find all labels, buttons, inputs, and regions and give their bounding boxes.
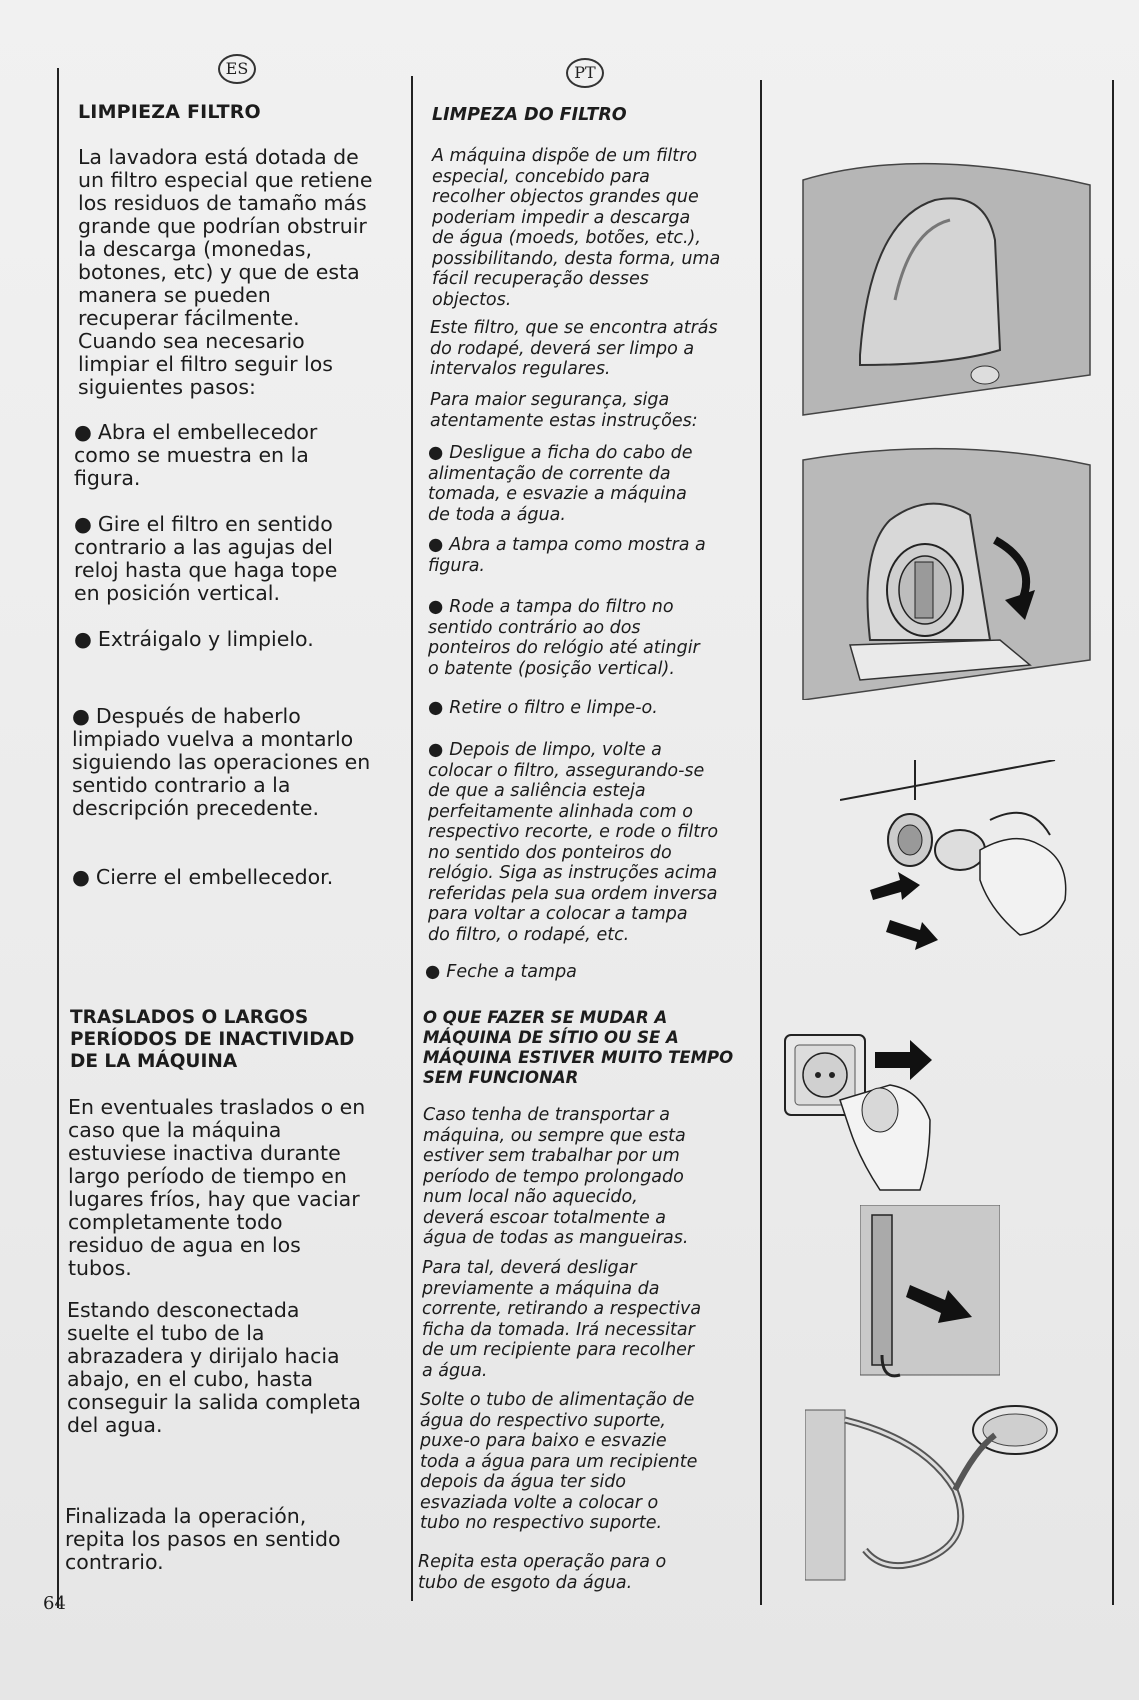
es-move-line: contrario.	[65, 1550, 164, 1574]
es-step-5	[72, 866, 333, 889]
pt-line: intervalos regulares.	[430, 359, 611, 379]
es-step-3	[74, 628, 314, 651]
pt-step-4	[428, 698, 658, 719]
es-move-line: Estando desconectada	[67, 1298, 300, 1322]
illustration-unplug	[780, 1030, 1010, 1200]
pt-move-line: tubo no respectivo suporte.	[420, 1513, 663, 1533]
pt-step-line: alimentação de corrente da	[428, 463, 671, 484]
es-step-2	[74, 513, 337, 605]
pt-move-title-line: MÁQUINA DE SÍTIO OU SE A	[423, 1028, 679, 1047]
es-intro-line: un filtro especial que retiene	[78, 168, 373, 192]
es-move-paragraph-1	[68, 1096, 365, 1280]
pt-intro-line: possibilitando, desta forma, uma	[432, 248, 721, 269]
es-step-line: ● Abra el embellecedor	[74, 421, 317, 444]
es-intro-line: siguientes pasos:	[78, 375, 256, 399]
pt-step-line: ponteiros do relógio até atingir	[428, 638, 700, 658]
pt-step-line: ● Abra a tampa como mostra a	[428, 535, 706, 556]
es-intro-line: La lavadora está dotada de	[78, 145, 359, 169]
pt-step-line: ● Desligue a ficha do cabo de	[428, 443, 692, 464]
column-rule-right	[760, 80, 762, 1605]
es-step-line: contrario a las agujas del	[74, 535, 333, 559]
pt-move-paragraph-1	[423, 1105, 688, 1249]
pt-step-3	[428, 597, 700, 679]
pt-paragraph-2	[430, 318, 718, 380]
es-intro-line: recuperar fácilmente.	[78, 306, 300, 330]
es-step-line: reloj hasta que haga tope	[74, 558, 338, 582]
es-move-paragraph-3	[65, 1505, 341, 1574]
pt-move-line: num local não aquecido,	[423, 1187, 638, 1207]
es-move-line: repita los pasos en sentido	[65, 1527, 341, 1551]
pt-line: Este filtro, que se encontra atrás	[430, 318, 718, 338]
pt-move-line: de um recipiente para recolher	[422, 1340, 695, 1360]
es-intro-line: la descarga (monedas,	[78, 237, 312, 261]
pt-intro	[432, 146, 720, 310]
es-move-line: En eventuales traslados o en	[68, 1095, 366, 1119]
es-move-paragraph-2	[67, 1299, 361, 1437]
pt-move-line: máquina, ou sempre que esta	[423, 1125, 686, 1146]
pt-move-line: água de todas as mangueiras.	[423, 1228, 689, 1248]
es-intro-line: Cuando sea necesario	[78, 329, 305, 353]
es-intro-line: manera se pueden	[78, 283, 271, 307]
illustration-plinth-cover	[800, 150, 1100, 420]
es-filter-title: LIMPIEZA FILTRO	[78, 101, 261, 123]
pt-step-6	[425, 962, 577, 983]
pt-move-line: corrente, retirando a respectiva	[422, 1299, 702, 1319]
pt-move-line: Caso tenha de transportar a	[423, 1105, 670, 1125]
illustration-filter-removal	[840, 760, 1110, 970]
es-move-line: abrazadera y dirijalo hacia	[67, 1344, 340, 1368]
es-step-line: en posición vertical.	[74, 581, 281, 605]
illustration-hose-drain	[860, 1205, 1000, 1385]
pt-intro-line: A máquina dispõe de um filtro	[432, 146, 698, 166]
pt-step-2	[428, 535, 706, 576]
pt-move-line: previamente a máquina da	[422, 1278, 660, 1299]
es-intro-line: limpiar el filtro seguir los	[78, 352, 333, 376]
es-step-line: como se muestra en la	[74, 443, 309, 467]
pt-move-line: puxe-o para baixo e esvazie	[420, 1431, 667, 1451]
pt-paragraph-3	[430, 390, 698, 431]
es-step-line: ● Extráigalo y limpielo.	[74, 628, 314, 651]
pt-move-line: estiver sem trabalhar por um	[423, 1146, 680, 1166]
es-move-line: del agua.	[67, 1413, 163, 1437]
pt-line: Para maior segurança, siga	[430, 390, 670, 410]
language-badge-pt: PT	[566, 58, 604, 88]
pt-step-5	[428, 740, 718, 945]
es-move-line: largo período de tiempo en	[68, 1164, 347, 1188]
language-badge-es: ES	[218, 54, 256, 84]
es-move-line: caso que la máquina	[68, 1118, 282, 1142]
es-step-line: ● Después de haberlo	[72, 705, 370, 728]
illustration-hose-bucket	[805, 1400, 1085, 1600]
pt-move-line: Solte o tubo de alimentação de	[420, 1390, 695, 1410]
pt-move-title-line: MÁQUINA ESTIVER MUITO TEMPO	[423, 1048, 734, 1067]
pt-step-line: ● Depois de limpo, volte a	[428, 740, 718, 761]
column-rule-middle	[411, 76, 413, 1601]
pt-step-1	[428, 443, 692, 525]
es-move-title-line: PERÍODOS DE INACTIVIDAD	[70, 1029, 355, 1050]
es-move-line: abajo, en el cubo, hasta	[67, 1367, 314, 1391]
pt-step-line: de toda a água.	[428, 504, 566, 525]
es-move-line: completamente todo	[68, 1210, 283, 1234]
pt-step-line: de que a saliência esteja	[428, 781, 646, 801]
pt-step-line: perfeitamente alinhada com o	[428, 801, 693, 822]
pt-intro-line: fácil recuperação desses	[432, 269, 649, 289]
es-move-line: suelte el tubo de la	[67, 1321, 265, 1345]
pt-line: do rodapé, deverá ser limpo a	[430, 338, 695, 359]
pt-step-line: o batente (posição vertical).	[428, 658, 675, 679]
es-move-title-line: TRASLADOS O LARGOS	[70, 1007, 309, 1028]
pt-move-paragraph-2	[422, 1258, 701, 1381]
pt-move-line: depois da água ter sido	[420, 1472, 627, 1492]
pt-move-line: esvaziada volte a colocar o	[420, 1492, 659, 1513]
pt-step-line: respectivo recorte, e rode o filtro	[428, 822, 719, 842]
es-move-line: conseguir la salida completa	[67, 1390, 361, 1414]
pt-step-line: ● Retire o filtro e limpe-o.	[428, 698, 658, 719]
es-step-line: sentido contrario a la	[72, 773, 291, 797]
es-intro-line: los residuos de tamaño más	[78, 191, 367, 215]
pt-filter-title: LIMPEZA DO FILTRO	[432, 105, 627, 125]
es-move-line: tubos.	[68, 1256, 132, 1280]
page-number: 64	[43, 1593, 66, 1614]
pt-line: atentamente estas instruções:	[430, 410, 698, 431]
pt-step-line: relógio. Siga as instruções acima	[428, 863, 718, 883]
es-move-title	[70, 1007, 354, 1073]
pt-move-line: ficha da tomada. Irá necessitar	[422, 1319, 695, 1340]
illustration-open-flap	[800, 440, 1100, 700]
pt-step-line: ● Rode a tampa do filtro no	[428, 597, 700, 618]
es-intro	[78, 146, 373, 399]
pt-step-line: referidas pela sua ordem inversa	[428, 883, 718, 904]
pt-move-line: toda a água para um recipiente	[420, 1451, 698, 1472]
es-move-line: residuo de agua en los	[68, 1233, 301, 1257]
es-intro-line: botones, etc) y que de esta	[78, 260, 360, 284]
pt-move-title-line: O QUE FAZER SE MUDAR A	[423, 1008, 668, 1027]
pt-step-line: colocar o filtro, assegurando-se	[428, 760, 705, 781]
column-rule-far-right	[1112, 80, 1114, 1605]
column-rule-left	[57, 68, 59, 1608]
pt-move-line: deverá escoar totalmente a	[423, 1207, 667, 1228]
es-step-line: siguiendo las operaciones en	[72, 750, 371, 774]
es-intro-line: grande que podrían obstruir	[78, 214, 367, 238]
pt-move-line: tubo de esgoto da água.	[418, 1572, 633, 1593]
pt-move-line: água do respectivo suporte,	[420, 1410, 666, 1431]
es-step-line: ● Gire el filtro en sentido	[74, 513, 337, 536]
pt-move-paragraph-4	[418, 1552, 666, 1593]
pt-step-line: no sentido dos ponteiros do	[428, 842, 672, 863]
pt-move-title	[423, 1008, 733, 1088]
es-step-line: figura.	[74, 466, 141, 490]
es-step-4	[72, 705, 370, 820]
pt-move-title-line: SEM FUNCIONAR	[423, 1068, 579, 1087]
es-step-1	[74, 421, 317, 490]
pt-step-line: para voltar a colocar a tampa	[428, 904, 688, 924]
pt-move-line: a água.	[422, 1360, 488, 1381]
pt-step-line: sentido contrário ao dos	[428, 617, 641, 638]
pt-move-line: período de tempo prolongado	[423, 1166, 684, 1187]
es-move-line: estuviese inactiva durante	[68, 1141, 341, 1165]
es-step-line: limpiado vuelva a montarlo	[72, 727, 354, 751]
es-move-title-line: DE LA MÁQUINA	[70, 1051, 238, 1072]
pt-step-line: figura.	[428, 555, 485, 576]
es-step-line: descripción precedente.	[72, 796, 320, 820]
pt-intro-line: poderiam impedir a descarga	[432, 207, 691, 228]
pt-intro-line: objectos.	[432, 289, 512, 310]
pt-move-paragraph-3	[420, 1390, 697, 1534]
pt-intro-line: recolher objectos grandes que	[432, 187, 699, 207]
pt-intro-line: especial, concebido para	[432, 166, 650, 187]
pt-intro-line: de água (moeds, botões, etc.),	[432, 228, 701, 248]
pt-step-line: do filtro, o rodapé, etc.	[428, 924, 630, 945]
es-step-line: ● Cierre el embellecedor.	[72, 866, 333, 889]
pt-step-line: ● Feche a tampa	[425, 962, 577, 983]
pt-step-line: tomada, e esvazie a máquina	[428, 484, 687, 504]
es-move-line: lugares fríos, hay que vaciar	[68, 1187, 360, 1211]
es-move-line: Finalizada la operación,	[65, 1504, 307, 1528]
pt-move-line: Repita esta operação para o	[418, 1552, 667, 1572]
pt-move-line: Para tal, deverá desligar	[422, 1258, 637, 1278]
